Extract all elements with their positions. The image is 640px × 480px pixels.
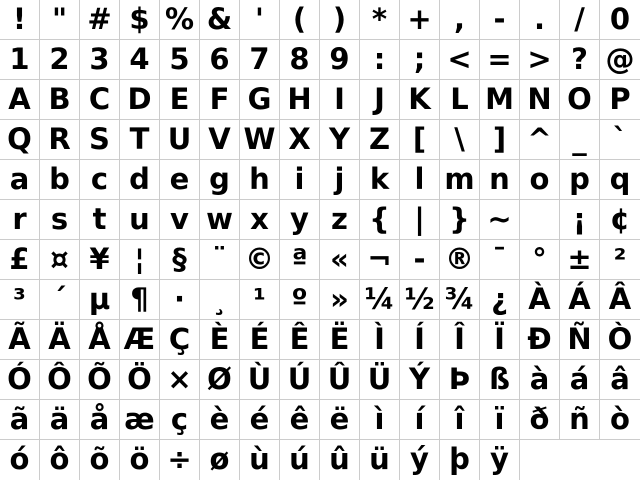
glyph-cell[interactable]: ¹ xyxy=(240,280,280,320)
glyph-row xyxy=(0,240,640,280)
glyph-cell[interactable]: ö xyxy=(120,440,160,480)
glyph-cell[interactable]: ¡ xyxy=(560,200,600,240)
glyph-cell[interactable]: » xyxy=(320,280,360,320)
glyph-cell[interactable]: É xyxy=(240,320,280,360)
glyph-cell[interactable]: ü xyxy=(360,440,400,480)
glyph-cell[interactable]: 9 xyxy=(320,40,360,80)
glyph-cell[interactable]: 7 xyxy=(240,40,280,80)
glyph-cell[interactable]: ¥ xyxy=(80,240,120,280)
glyph-cell[interactable]: ¾ xyxy=(440,280,480,320)
glyph-cell[interactable]: Í xyxy=(400,320,440,360)
glyph-cell[interactable]: , xyxy=(440,0,480,40)
glyph-cell[interactable]: q xyxy=(600,160,640,200)
glyph-cell[interactable]: a xyxy=(0,160,40,200)
glyph-cell[interactable]: ´ xyxy=(40,280,80,320)
glyph-cell[interactable]: y xyxy=(280,200,320,240)
glyph-cell[interactable]: D xyxy=(120,80,160,120)
glyph-cell[interactable]: \ xyxy=(440,120,480,160)
glyph-cell[interactable]: c xyxy=(80,160,120,200)
glyph-cell[interactable]: M xyxy=(480,80,520,120)
glyph-cell[interactable]: [ xyxy=(400,120,440,160)
glyph-cell[interactable]: é xyxy=(240,400,280,440)
glyph-cell[interactable]: > xyxy=(520,40,560,80)
glyph-cell[interactable]: 6 xyxy=(200,40,240,80)
glyph-cell[interactable]: Ò xyxy=(600,320,640,360)
glyph-cell[interactable]: í xyxy=(400,400,440,440)
glyph-cell[interactable]: ¶ xyxy=(120,280,160,320)
glyph-cell[interactable]: % xyxy=(160,0,200,40)
glyph-cell[interactable]: ¸ xyxy=(200,280,240,320)
glyph-cell[interactable]: Þ xyxy=(440,360,480,400)
glyph-cell[interactable]: X xyxy=(280,120,320,160)
glyph-cell[interactable]: è xyxy=(200,400,240,440)
glyph-cell[interactable]: - xyxy=(480,0,520,40)
glyph-cell[interactable]: ° xyxy=(520,240,560,280)
glyph-cell[interactable]: ? xyxy=(560,40,600,80)
glyph-cell[interactable]: ý xyxy=(400,440,440,480)
glyph-cell[interactable]: Ô xyxy=(40,360,80,400)
glyph-cell[interactable]: o xyxy=(520,160,560,200)
glyph-cell[interactable]: n xyxy=(480,160,520,200)
glyph-cell[interactable]: Q xyxy=(0,120,40,160)
glyph-cell[interactable]: r xyxy=(0,200,40,240)
glyph-cell[interactable]: e xyxy=(160,160,200,200)
glyph-cell[interactable]: k xyxy=(360,160,400,200)
glyph-cell[interactable]: ! xyxy=(0,0,40,40)
glyph-cell[interactable]: Z xyxy=(360,120,400,160)
glyph-cell[interactable]: K xyxy=(400,80,440,120)
glyph-cell[interactable]: ª xyxy=(280,240,320,280)
glyph-row xyxy=(0,320,640,360)
glyph-cell[interactable]: ¤ xyxy=(40,240,80,280)
glyph-cell[interactable]: Î xyxy=(440,320,480,360)
glyph-cell[interactable]: Ç xyxy=(160,320,200,360)
glyph-row xyxy=(0,160,640,200)
glyph-cell[interactable]: F xyxy=(200,80,240,120)
glyph-cell[interactable]: ÷ xyxy=(160,440,200,480)
glyph-cell[interactable]: " xyxy=(40,0,80,40)
glyph-cell[interactable]: · xyxy=(160,280,200,320)
glyph-cell[interactable]: C xyxy=(80,80,120,120)
glyph-cell[interactable]: I xyxy=(320,80,360,120)
glyph-cell[interactable]: p xyxy=(560,160,600,200)
glyph-cell[interactable]: ; xyxy=(400,40,440,80)
glyph-cell[interactable]: - xyxy=(400,240,440,280)
glyph-cell[interactable]: ¨ xyxy=(200,240,240,280)
glyph-cell[interactable]: d xyxy=(120,160,160,200)
glyph-cell[interactable]: ê xyxy=(280,400,320,440)
glyph-cell[interactable]: Ä xyxy=(40,320,80,360)
glyph-cell[interactable]: ¼ xyxy=(360,280,400,320)
glyph-cell[interactable]: x xyxy=(240,200,280,240)
glyph-cell[interactable]: & xyxy=(200,0,240,40)
glyph-cell[interactable]: Ö xyxy=(120,360,160,400)
glyph-cell[interactable]: ñ xyxy=(560,400,600,440)
glyph-cell[interactable]: ß xyxy=(480,360,520,400)
glyph-cell[interactable]: T xyxy=(120,120,160,160)
glyph-cell[interactable]: á xyxy=(560,360,600,400)
glyph-cell[interactable]: ¦ xyxy=(120,240,160,280)
glyph-row xyxy=(0,280,640,320)
glyph-cell[interactable]: } xyxy=(440,200,480,240)
glyph-cell[interactable]: * xyxy=(360,0,400,40)
glyph-cell[interactable]: ë xyxy=(320,400,360,440)
glyph-cell[interactable]: Ú xyxy=(280,360,320,400)
glyph-cell[interactable]: ø xyxy=(200,440,240,480)
glyph-cell[interactable]: L xyxy=(440,80,480,120)
glyph-cell[interactable]: Ê xyxy=(280,320,320,360)
glyph-cell[interactable]: õ xyxy=(80,440,120,480)
glyph-cell[interactable]: ç xyxy=(160,400,200,440)
glyph-cell[interactable]: t xyxy=(80,200,120,240)
glyph-cell[interactable]: E xyxy=(160,80,200,120)
glyph-cell[interactable]: Ó xyxy=(0,360,40,400)
glyph-cell[interactable]: W xyxy=(240,120,280,160)
glyph-cell[interactable]: ú xyxy=(280,440,320,480)
glyph-cell[interactable]: ì xyxy=(360,400,400,440)
glyph-row xyxy=(0,440,640,480)
glyph-cell[interactable]: È xyxy=(200,320,240,360)
glyph-row xyxy=(0,400,640,440)
glyph-cell[interactable]: ^ xyxy=(520,120,560,160)
glyph-cell[interactable]: P xyxy=(600,80,640,120)
glyph-cell[interactable]: ( xyxy=(280,0,320,40)
glyph-cell[interactable]: ) xyxy=(320,0,360,40)
glyph-cell[interactable]: 5 xyxy=(160,40,200,80)
glyph-cell[interactable]: i xyxy=(280,160,320,200)
glyph-cell[interactable]: © xyxy=(240,240,280,280)
glyph-cell[interactable]: 0 xyxy=(600,0,640,40)
glyph-cell[interactable]: ù xyxy=(240,440,280,480)
glyph-cell[interactable]: ½ xyxy=(400,280,440,320)
glyph-row xyxy=(0,0,640,40)
glyph-cell[interactable]: Ì xyxy=(360,320,400,360)
glyph-cell[interactable]: b xyxy=(40,160,80,200)
glyph-cell[interactable]: S xyxy=(80,120,120,160)
glyph-row xyxy=(0,80,640,120)
glyph-cell[interactable]: î xyxy=(440,400,480,440)
glyph-cell[interactable]: 2 xyxy=(40,40,80,80)
glyph-cell[interactable]: ô xyxy=(40,440,80,480)
glyph-cell[interactable]: B xyxy=(40,80,80,120)
glyph-cell[interactable]: : xyxy=(360,40,400,80)
glyph-cell[interactable]: z xyxy=(320,200,360,240)
glyph-cell[interactable]: Â xyxy=(600,280,640,320)
glyph-cell[interactable]: N xyxy=(520,80,560,120)
glyph-cell[interactable]: Û xyxy=(320,360,360,400)
glyph-cell[interactable]: ¬ xyxy=(360,240,400,280)
glyph-cell[interactable]: @ xyxy=(600,40,640,80)
glyph-cell[interactable]: Ð xyxy=(520,320,560,360)
empty-glyph-cell xyxy=(520,200,560,240)
glyph-cell[interactable]: . xyxy=(520,0,560,40)
glyph-cell[interactable]: ³ xyxy=(0,280,40,320)
glyph-cell[interactable]: Ù xyxy=(240,360,280,400)
glyph-cell[interactable]: A xyxy=(0,80,40,120)
glyph-cell[interactable]: Õ xyxy=(80,360,120,400)
glyph-cell[interactable]: ó xyxy=(0,440,40,480)
glyph-cell[interactable]: × xyxy=(160,360,200,400)
glyph-cell[interactable]: h xyxy=(240,160,280,200)
glyph-cell[interactable]: å xyxy=(80,400,120,440)
glyph-cell[interactable]: à xyxy=(520,360,560,400)
glyph-cell[interactable]: ' xyxy=(240,0,280,40)
glyph-cell[interactable]: ¯ xyxy=(480,240,520,280)
glyph-cell[interactable]: Ý xyxy=(400,360,440,400)
glyph-cell[interactable]: Ñ xyxy=(560,320,600,360)
glyph-cell[interactable]: ± xyxy=(560,240,600,280)
glyph-cell[interactable]: £ xyxy=(0,240,40,280)
glyph-cell[interactable]: ~ xyxy=(480,200,520,240)
glyph-cell[interactable]: H xyxy=(280,80,320,120)
glyph-cell[interactable]: + xyxy=(400,0,440,40)
glyph-cell[interactable]: J xyxy=(360,80,400,120)
glyph-cell[interactable]: Ø xyxy=(200,360,240,400)
glyph-cell[interactable]: º xyxy=(280,280,320,320)
glyph-cell[interactable]: / xyxy=(560,0,600,40)
glyph-row xyxy=(0,40,640,80)
glyph-cell[interactable]: 1 xyxy=(0,40,40,80)
glyph-cell[interactable]: ÿ xyxy=(480,440,520,480)
glyph-cell[interactable]: Æ xyxy=(120,320,160,360)
glyph-cell[interactable]: ã xyxy=(0,400,40,440)
glyph-cell[interactable]: Y xyxy=(320,120,360,160)
glyph-cell[interactable]: ð xyxy=(520,400,560,440)
glyph-cell[interactable]: G xyxy=(240,80,280,120)
glyph-cell[interactable]: ¿ xyxy=(480,280,520,320)
glyph-cell[interactable]: _ xyxy=(560,120,600,160)
glyph-cell[interactable]: g xyxy=(200,160,240,200)
glyph-cell[interactable]: Ë xyxy=(320,320,360,360)
glyph-cell[interactable]: s xyxy=(40,200,80,240)
glyph-cell[interactable]: Å xyxy=(80,320,120,360)
glyph-cell[interactable]: û xyxy=(320,440,360,480)
glyph-cell[interactable]: þ xyxy=(440,440,480,480)
glyph-cell[interactable]: Á xyxy=(560,280,600,320)
glyph-cell[interactable]: v xyxy=(160,200,200,240)
glyph-cell[interactable]: < xyxy=(440,40,480,80)
glyph-cell[interactable]: R xyxy=(40,120,80,160)
glyph-cell[interactable]: O xyxy=(560,80,600,120)
glyph-cell[interactable]: $ xyxy=(120,0,160,40)
glyph-cell[interactable]: Ã xyxy=(0,320,40,360)
glyph-cell[interactable]: À xyxy=(520,280,560,320)
glyph-cell[interactable]: ® xyxy=(440,240,480,280)
glyph-cell[interactable]: { xyxy=(360,200,400,240)
glyph-cell[interactable]: ï xyxy=(480,400,520,440)
glyph-row xyxy=(0,200,640,240)
glyph-cell[interactable]: # xyxy=(80,0,120,40)
glyph-cell[interactable]: V xyxy=(200,120,240,160)
glyph-cell[interactable]: â xyxy=(600,360,640,400)
glyph-cell[interactable]: u xyxy=(120,200,160,240)
glyph-cell[interactable]: m xyxy=(440,160,480,200)
glyph-cell[interactable]: § xyxy=(160,240,200,280)
glyph-row xyxy=(0,360,640,400)
glyph-cell[interactable]: 4 xyxy=(120,40,160,80)
glyph-cell[interactable]: 3 xyxy=(80,40,120,80)
glyph-cell[interactable]: ä xyxy=(40,400,80,440)
glyph-cell[interactable]: ¢ xyxy=(600,200,640,240)
glyph-cell[interactable]: w xyxy=(200,200,240,240)
glyph-cell[interactable]: U xyxy=(160,120,200,160)
glyph-cell[interactable]: æ xyxy=(120,400,160,440)
glyph-cell[interactable]: ò xyxy=(600,400,640,440)
glyph-cell[interactable]: ` xyxy=(600,120,640,160)
glyph-cell[interactable]: µ xyxy=(80,280,120,320)
glyph-cell[interactable]: ² xyxy=(600,240,640,280)
glyph-cell[interactable]: Ï xyxy=(480,320,520,360)
glyph-cell[interactable]: l xyxy=(400,160,440,200)
glyph-cell[interactable]: ] xyxy=(480,120,520,160)
glyph-cell[interactable]: « xyxy=(320,240,360,280)
glyph-cell[interactable]: 8 xyxy=(280,40,320,80)
glyph-cell[interactable]: | xyxy=(400,200,440,240)
glyph-cell[interactable]: j xyxy=(320,160,360,200)
glyph-cell[interactable]: = xyxy=(480,40,520,80)
glyph-cell[interactable]: Ü xyxy=(360,360,400,400)
glyph-row xyxy=(0,120,640,160)
